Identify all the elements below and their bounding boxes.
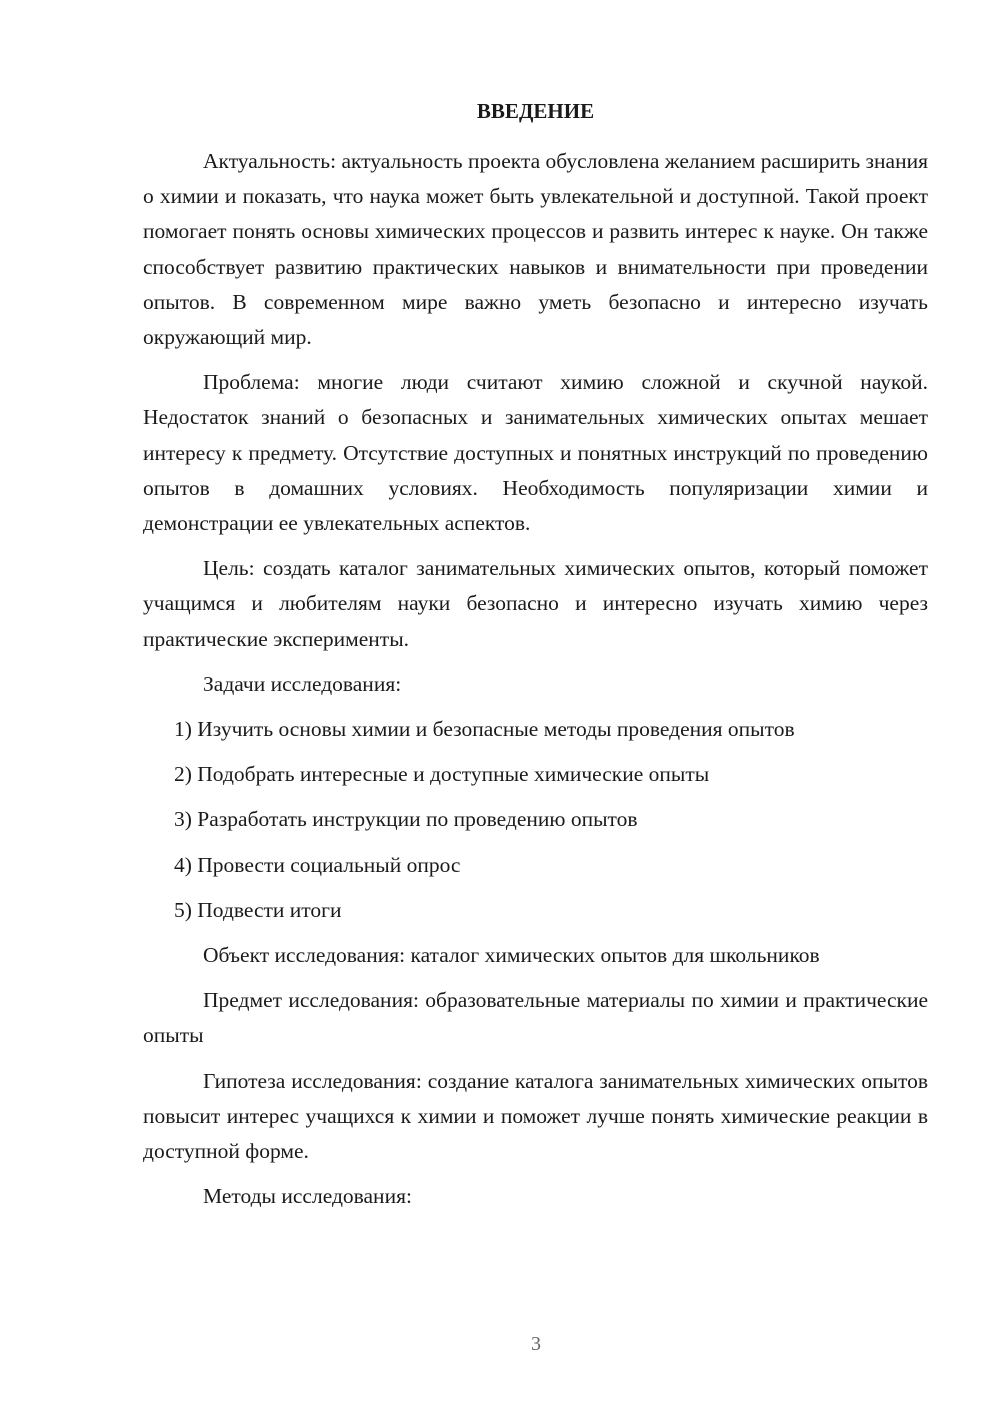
document-body (143, 96, 928, 1224)
object-paragraph: Объект исследования: каталог химических опытов для школьников (203, 943, 820, 968)
task-item-5: 5) Подвести итоги (174, 897, 342, 922)
page-number: 3 (531, 1333, 541, 1355)
goal-paragraph: Цель: создать каталог занимательных химических опытов, который поможет учащимся и любителям науки безопасно и интересно изучать химию через практические эксперименты. (143, 556, 928, 651)
hypothesis-paragraph: Гипотеза исследования: создание каталога занимательных химических опытов повысит интерес учащихся к химии и поможет лучше понять химические реакции в доступной форме. (143, 1068, 928, 1164)
tasks-heading: Задачи исследования: (203, 671, 402, 696)
problem-paragraph: Проблема: многие люди считают химию сложной и скучной наукой. Недостаток знаний о безопасных и занимательных химических опытах мешает интересу к предмету. Отсутствие доступных и понятных инструкций по проведению опытов в домашних условиях. Необходимость популяризации химии и демонстрации ее увлекательных аспектов. (143, 370, 928, 536)
subject-paragraph: Предмет исследования: образовательные материалы по химии и практические опыты (143, 988, 928, 1048)
tasks-list (143, 712, 928, 928)
task-item-2: 2) Подобрать интересные и доступные химические опыты (174, 762, 710, 787)
task-item-1: 1) Изучить основы химии и безопасные методы проведения опытов (174, 717, 795, 742)
page-title: ВВЕДЕНИЕ (476, 99, 595, 123)
task-item-3: 3) Разработать инструкции по проведению опытов (174, 807, 638, 832)
methods-heading: Методы исследования: (203, 1184, 412, 1209)
relevance-paragraph: Актуальность: актуальность проекта обусловлена желанием расширить знания о химии и показать, что наука может быть увлекательной и доступной. Такой проект помогает понять основы химических процессов и развить интерес к науке. Он также способствует развитию практических навыков и внимательности при проведении опытов. В современном мире важно уметь безопасно и интересно изучать окружающий мир. (143, 149, 928, 350)
task-item-4: 4) Провести социальный опрос (174, 852, 461, 877)
